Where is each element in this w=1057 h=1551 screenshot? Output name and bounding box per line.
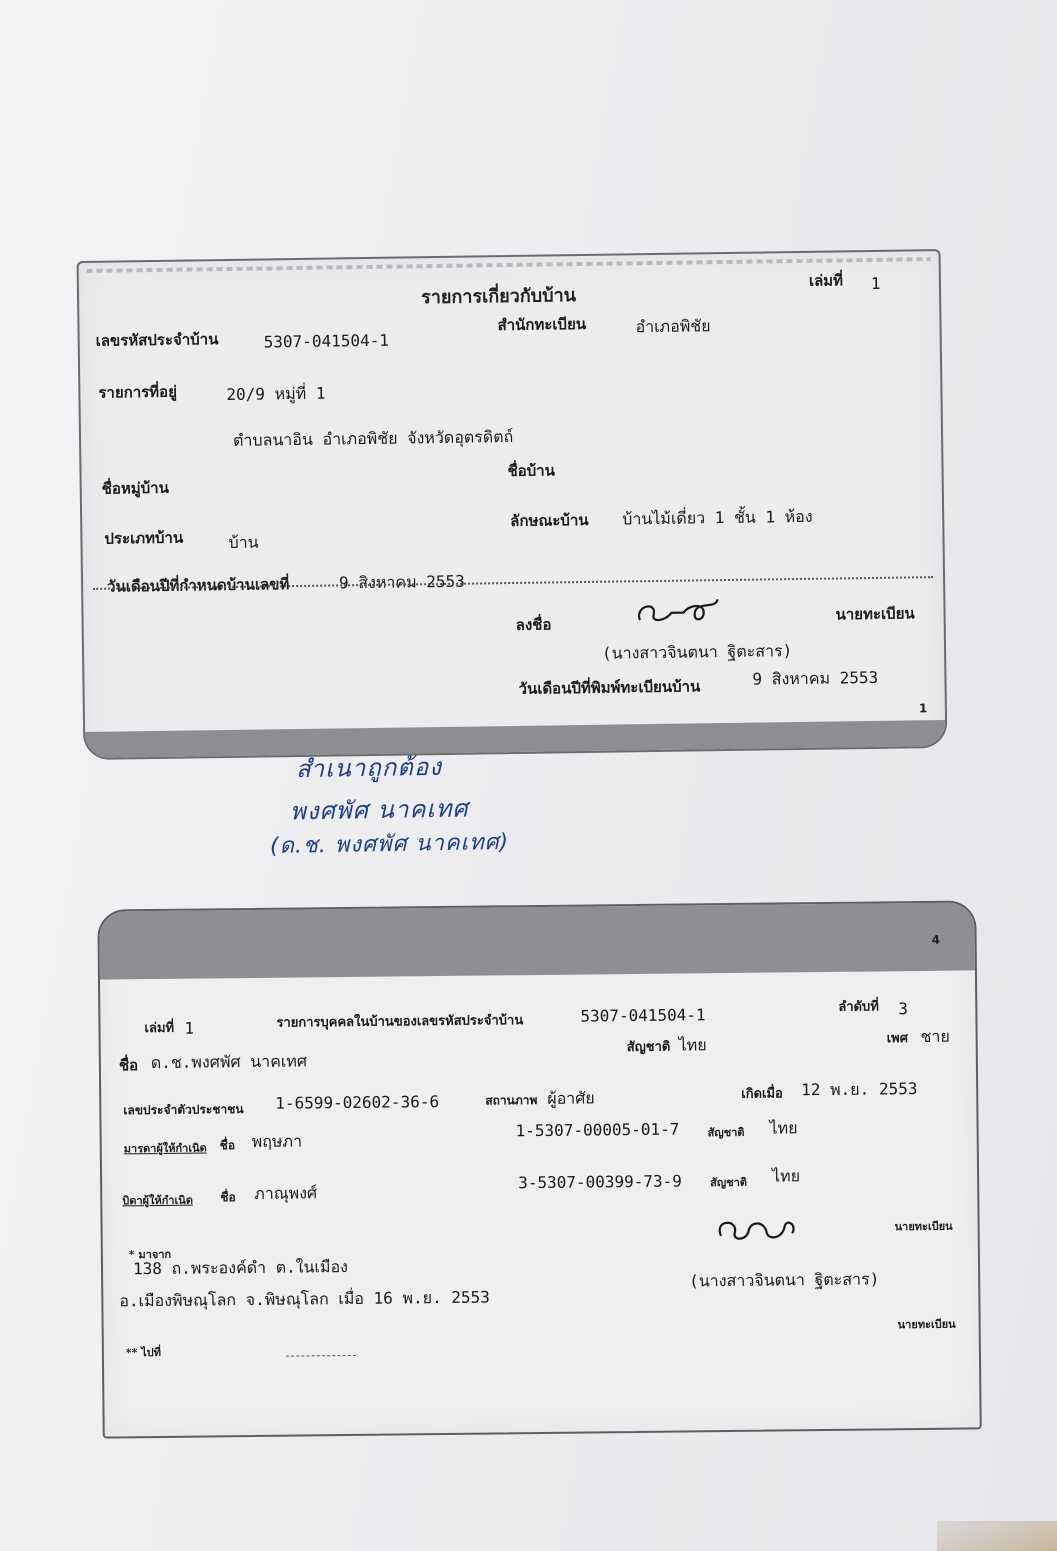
registrar-name-2: (นางสาวจินตนา ฐิตะสาร): [689, 1269, 880, 1291]
mother-name-label: ชื่อ: [219, 1138, 236, 1153]
birth-value: 12 พ.ย. 2553: [801, 1079, 918, 1100]
mother-id-value: 1-5307-00005-01-7: [515, 1119, 680, 1141]
assigned-date-value: 9 สิงหาคม 2553: [338, 571, 465, 593]
registry-office-value: อำเภอพิชัย: [635, 316, 711, 337]
person-list-heading: รายการบุคคลในบ้านของเลขรหัสประจำบ้าน: [276, 1013, 524, 1031]
mother-name-value: พฤษภา: [251, 1131, 303, 1152]
registry-office-label: สำนักทะเบียน: [497, 314, 587, 335]
handwritten-signer-fullname: (ด.ช. พงศพัศ นาคเทศ): [269, 829, 510, 860]
father-id-value: 3-5307-00399-73-9: [518, 1171, 682, 1193]
nationality-label: สัญชาติ: [626, 1039, 671, 1056]
name-label: ชื่อ: [118, 1056, 139, 1075]
assigned-date-label: วันเดือนปีที่กำหนดบ้านเลขที่: [106, 575, 290, 596]
status-value: ผู้อาศัย: [547, 1088, 595, 1108]
from-label: * มาจาก: [128, 1247, 172, 1262]
status-label: สถานภาพ: [485, 1093, 538, 1108]
house-id-value-2: 5307-041504-1: [580, 1005, 706, 1026]
house-card-bottom-band: [85, 720, 945, 758]
sex-label: เพศ: [886, 1031, 908, 1047]
registrar-signature-icon: [631, 590, 742, 632]
person-card-page-number: 4: [931, 932, 941, 947]
mother-label: มารดาผู้ให้กำเนิด: [123, 1141, 207, 1156]
house-id-label: เลขรหัสประจำบ้าน: [95, 330, 219, 350]
house-card-title: รายการเกี่ยวกับบ้าน: [420, 285, 577, 309]
father-name-value: ภาณุพงศ์: [254, 1183, 318, 1203]
nationality-value: ไทย: [678, 1035, 707, 1055]
order-value: 3: [898, 999, 909, 1019]
printed-date-value: 9 สิงหาคม 2553: [752, 667, 879, 689]
volume-value: 1: [870, 273, 881, 293]
house-name-label: ชื่อบ้าน: [507, 461, 556, 481]
name-value: ด.ช.พงศพัศ นาคเทศ: [150, 1051, 308, 1073]
mother-nationality-value: ไทย: [769, 1118, 798, 1138]
person-card-top-band: [99, 902, 975, 979]
person-record-card: [97, 900, 981, 1438]
house-details-card: [77, 249, 948, 760]
house-character-value: บ้านไม้เดี่ยว 1 ชั้น 1 ห้อง: [622, 506, 813, 529]
address-line2: ตำบลนาอิน อำเภอพิชัย จังหวัดอุตรดิตถ์: [232, 426, 514, 450]
moved-to-label: ** ไปที่: [125, 1345, 162, 1360]
house-type-label: ประเภทบ้าน: [104, 528, 184, 548]
house-character-label: ลักษณะบ้าน: [510, 510, 589, 531]
father-nationality-value: ไทย: [771, 1166, 801, 1186]
sex-value: ชาย: [920, 1026, 950, 1047]
registrar-label: นายทะเบียน: [835, 604, 915, 624]
volume-value-2: 1: [184, 1018, 195, 1038]
registrar-label-bottom: นายทะเบียน: [897, 1317, 956, 1332]
house-id-value: 5307-041504-1: [263, 330, 390, 352]
printed-date-label: วันเดือนปีที่พิมพ์ทะเบียนบ้าน: [518, 677, 701, 698]
sign-label: ลงชื่อ: [515, 615, 552, 634]
from-address-line2: อ.เมืองพิษณุโลก จ.พิษณุโลก เมื่อ 16 พ.ย. 2553: [119, 1287, 490, 1311]
house-type-value: บ้าน: [228, 532, 259, 552]
citizen-id-value: 1-6599-02602-36-6: [275, 1092, 440, 1113]
birth-label: เกิดเมื่อ: [741, 1086, 783, 1102]
volume-label-2: เล่มที่: [144, 1020, 175, 1037]
handwritten-certified-copy: สำเนาถูกต้อง: [295, 752, 443, 784]
father-nationality-label: สัญชาติ: [710, 1175, 748, 1190]
page-corner-shadow: [937, 1521, 1057, 1551]
volume-label: เล่มที่: [808, 271, 844, 290]
house-card-page-number: 1: [918, 701, 928, 716]
moved-to-blank-line: [286, 1355, 356, 1357]
address-line1: 20/9 หมู่ที่ 1: [226, 383, 326, 404]
father-label: บิดาผู้ให้กำเนิด: [122, 1193, 194, 1208]
address-label: รายการที่อยู่: [98, 382, 178, 402]
registrar-name: (นางสาวจินตนา ฐิตะสาร): [601, 641, 793, 663]
registrar-signature-icon-2: [712, 1210, 802, 1251]
father-name-label: ชื่อ: [220, 1190, 236, 1205]
from-address-line1: 138 ถ.พระองค์ดำ ต.ในเมือง: [132, 1257, 349, 1279]
village-label: ชื่อหมู่บ้าน: [101, 478, 170, 498]
registrar-label-top: นายทะเบียน: [894, 1219, 953, 1234]
citizen-id-label: เลขประจำตัวประชาชน: [123, 1102, 244, 1118]
order-label: ลำดับที่: [838, 999, 879, 1015]
mother-nationality-label: สัญชาติ: [707, 1125, 745, 1140]
handwritten-signer-name: พงศพัศ นาคเทศ: [289, 794, 469, 826]
